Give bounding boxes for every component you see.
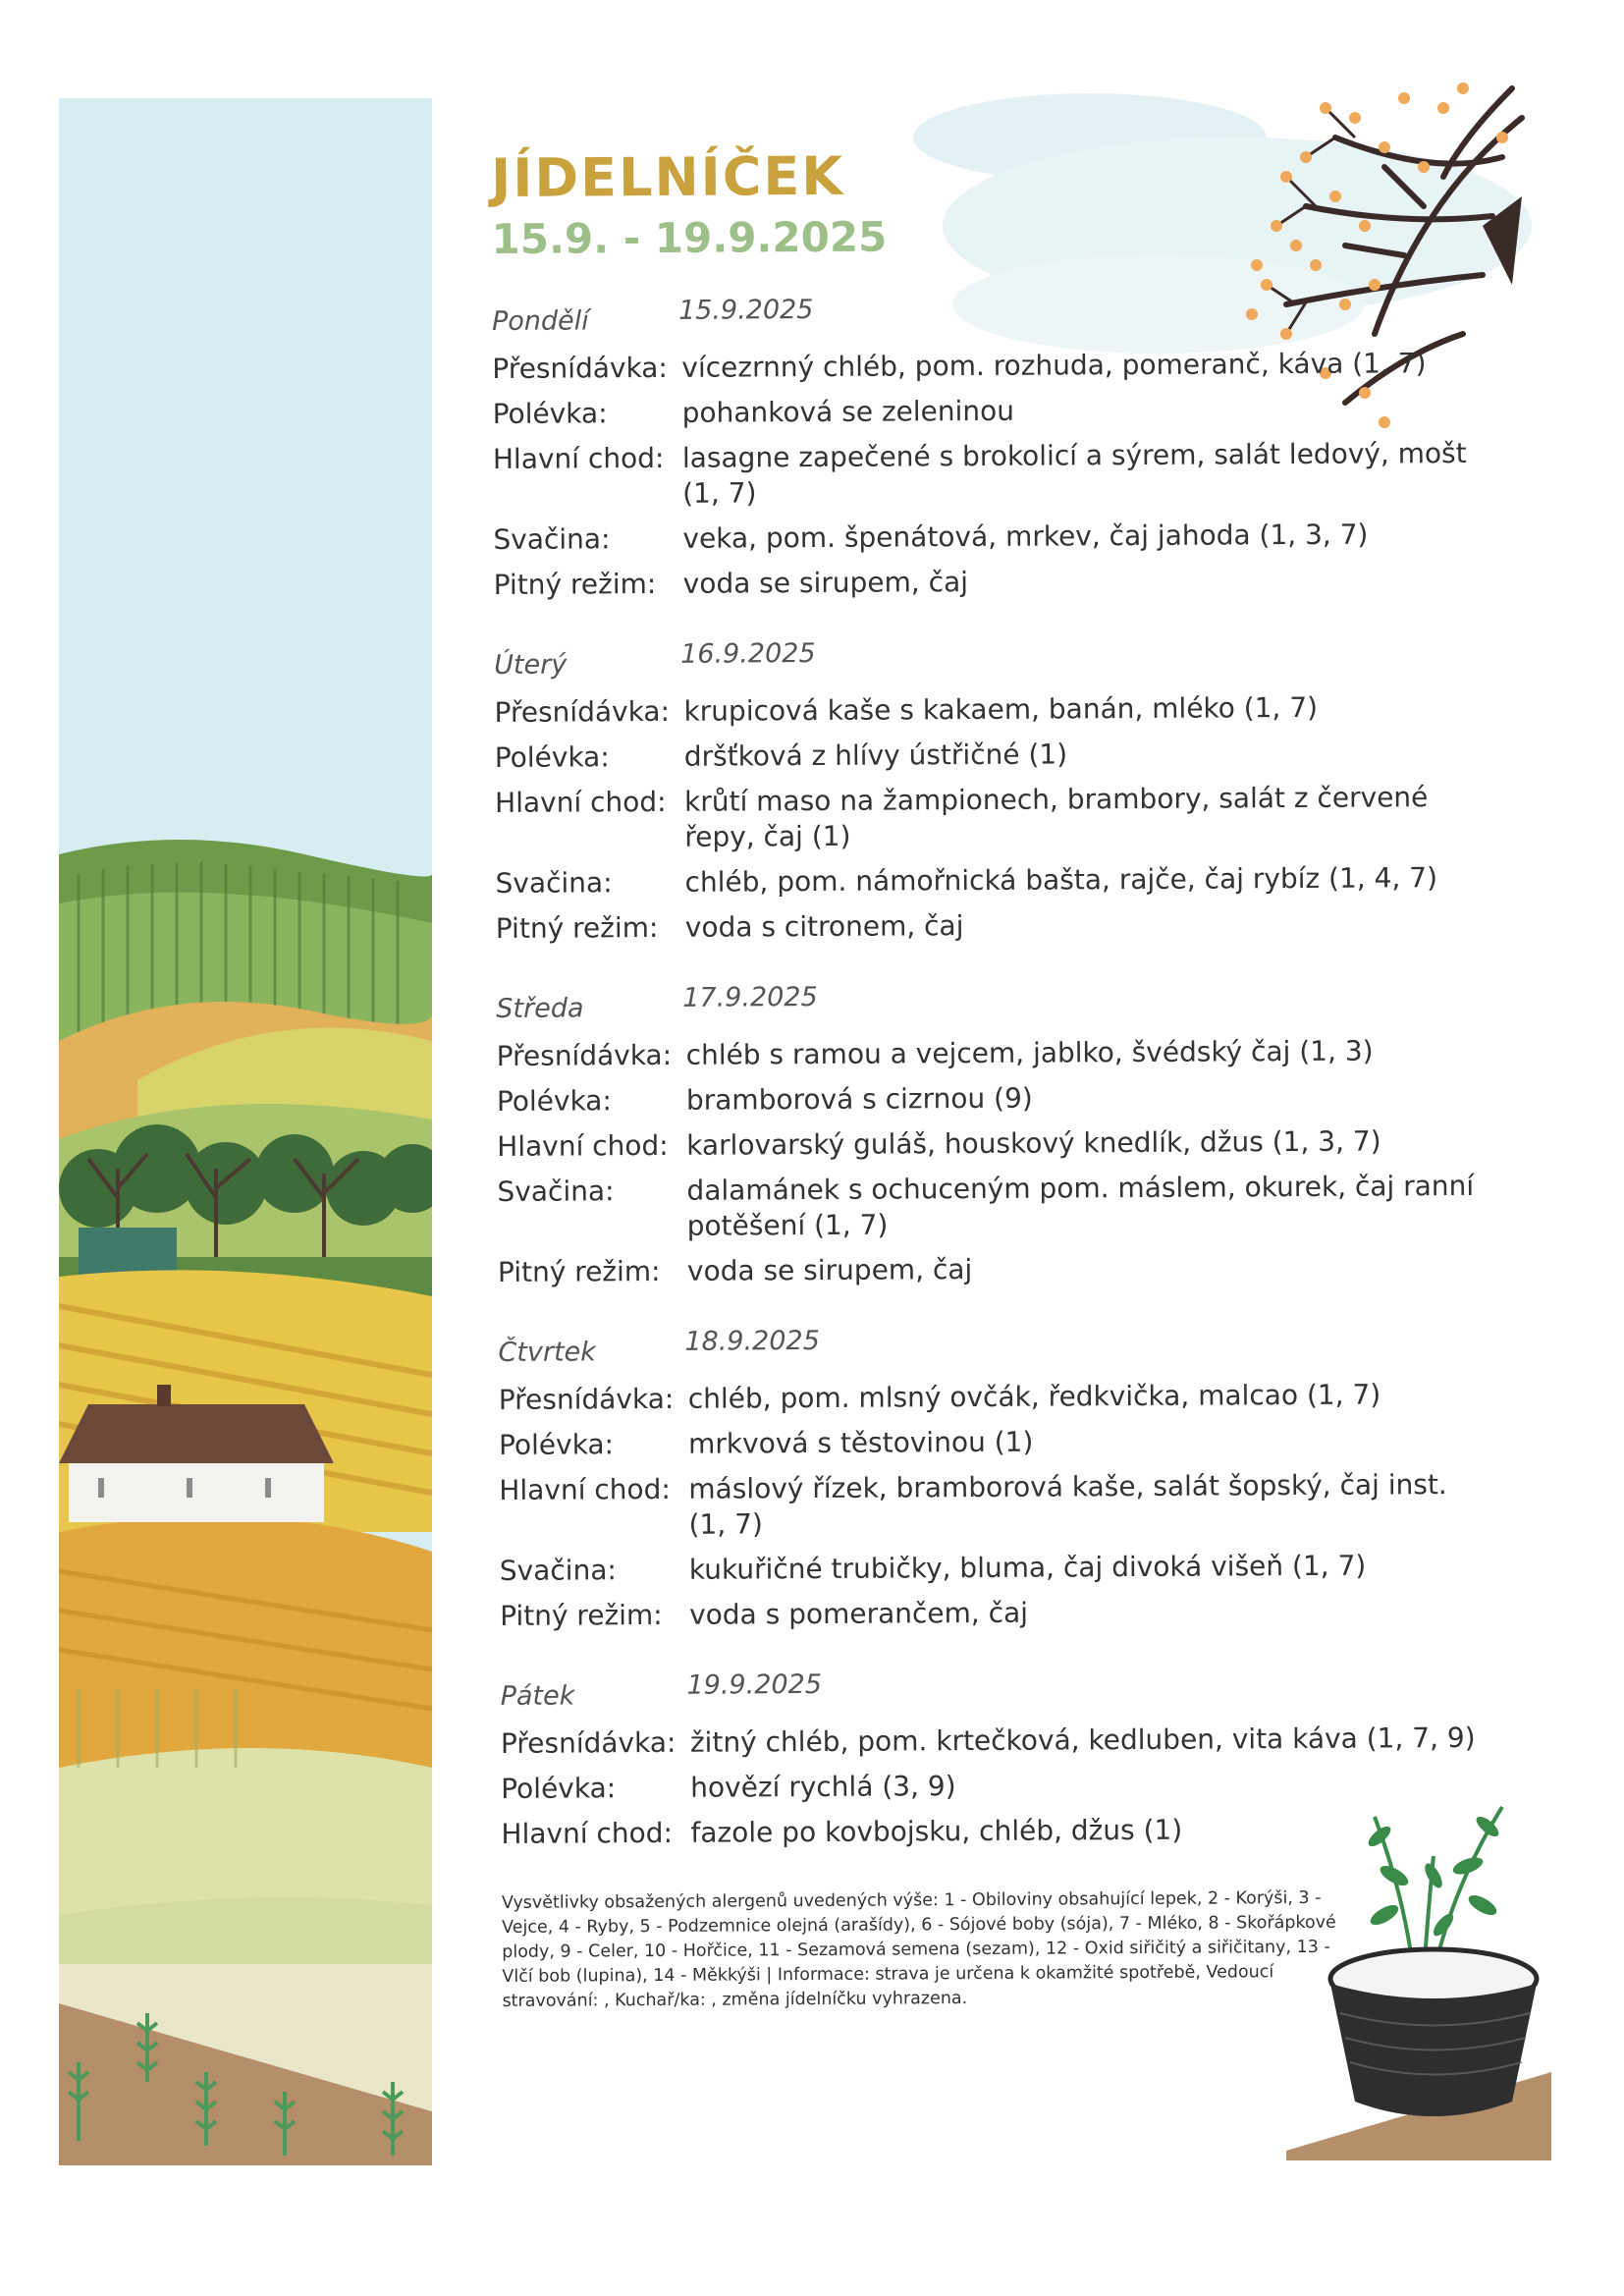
- meal-value: voda se sirupem, čaj: [682, 566, 969, 600]
- meal-value: veka, pom. špenátová, mrkev, čaj jahoda (1, 3, 7): [682, 518, 1369, 555]
- meal-value: vícezrnný chléb, pom. rozhuda, pomeranč, káva (1, 7): [681, 347, 1427, 384]
- day-header: [500, 1662, 1491, 1717]
- meal-value: máslový řízek, bramborová kaše, salát šopský, čaj inst. (1, 7): [688, 1468, 1447, 1541]
- day-monday: [492, 287, 1486, 603]
- meal-label: Hlavní chod:: [501, 1816, 674, 1850]
- day-friday: [500, 1662, 1492, 1852]
- day-thursday: [498, 1318, 1491, 1634]
- meal-label: Svačina:: [493, 522, 611, 556]
- meal-value: pohanková se zeleninou: [681, 394, 1015, 429]
- meal-label: Svačina:: [495, 866, 613, 900]
- meal-label: Polévka:: [494, 740, 610, 774]
- menu-content: [491, 141, 1494, 2014]
- meal-value: voda s pomerančem, čaj: [689, 1596, 1029, 1631]
- day-date: 16.9.2025: [680, 637, 816, 670]
- meal-row-breakfast: [497, 1033, 1489, 1074]
- day-name: Pondělí: [491, 305, 589, 337]
- day-name: Pátek: [500, 1680, 575, 1712]
- meal-label: Svačina:: [499, 1554, 617, 1587]
- day-date: 17.9.2025: [682, 981, 818, 1013]
- meal-label: Přesnídávka:: [494, 694, 671, 729]
- meal-row-soup: [497, 1078, 1489, 1120]
- meal-row-drinks: [496, 905, 1488, 947]
- meal-value: chléb, pom. námořnická bašta, rajče, čaj rybíz (1, 4, 7): [684, 861, 1438, 899]
- meal-value: žitný chléb, pom. krtečková, kedluben, vita káva (1, 7, 9): [689, 1721, 1476, 1759]
- meal-value: mrkvová s těstovinou (1): [687, 1425, 1034, 1460]
- meal-row-breakfast: [494, 689, 1486, 731]
- meal-value: voda se sirupem, čaj: [686, 1253, 973, 1287]
- meal-value: fazole po kovbojsku, chléb, džus (1): [690, 1813, 1183, 1849]
- meal-label: Pitný režim:: [495, 910, 659, 945]
- meal-label: Hlavní chod:: [494, 785, 667, 819]
- day-date: 15.9.2025: [677, 294, 814, 326]
- meal-value: krupicová kaše s kakaem, banán, mléko (1, 7): [683, 690, 1319, 728]
- meal-row-drinks: [494, 562, 1486, 603]
- meal-label: Hlavní chod:: [492, 441, 665, 475]
- day-header: [494, 630, 1486, 685]
- meal-row-drinks: [498, 1249, 1489, 1290]
- meal-row-soup: [501, 1766, 1492, 1807]
- meal-label: Pitný režim:: [500, 1598, 663, 1632]
- day-name: Čtvrtek: [498, 1337, 596, 1368]
- meal-value: bramborová s cizrnou (9): [685, 1081, 1033, 1117]
- meal-label: Hlavní chod:: [497, 1128, 669, 1163]
- meal-row-main: [497, 1123, 1489, 1165]
- meal-label: Přesnídávka:: [496, 1038, 673, 1072]
- meal-row-main: [501, 1811, 1492, 1852]
- day-date: 19.9.2025: [686, 1668, 823, 1701]
- meal-value: dršťková z hlívy ústřičné (1): [683, 738, 1068, 773]
- day-wednesday: [496, 974, 1489, 1290]
- meal-label: Přesnídávka:: [492, 351, 668, 385]
- meal-value: kukuřičné trubičky, bluma, čaj divoká višeň (1, 7): [688, 1549, 1367, 1586]
- day-date: 18.9.2025: [684, 1325, 820, 1357]
- meal-row-soup: [499, 1422, 1490, 1463]
- meal-row-soup: [495, 735, 1487, 776]
- meal-row-soup: [493, 391, 1485, 432]
- meal-row-snack: [497, 1169, 1489, 1245]
- meal-label: Přesnídávka:: [498, 1382, 675, 1416]
- meal-label: Polévka:: [496, 1084, 612, 1118]
- days-list: [492, 287, 1493, 1852]
- meal-label: Hlavní chod:: [499, 1472, 671, 1506]
- meal-label: Polévka:: [492, 397, 608, 430]
- day-header: [492, 287, 1484, 342]
- meal-row-snack: [495, 860, 1487, 902]
- meal-row-breakfast: [499, 1377, 1490, 1418]
- meal-label: Polévka:: [498, 1428, 615, 1461]
- meal-value: chléb, pom. mlsný ovčák, ředkvička, malcao (1, 7): [687, 1378, 1381, 1415]
- meal-value: voda s citronem, čaj: [684, 909, 964, 944]
- meal-label: Svačina:: [497, 1175, 615, 1208]
- meal-row-main: [495, 780, 1487, 856]
- meal-row-breakfast: [501, 1721, 1492, 1762]
- day-header: [496, 974, 1488, 1029]
- meal-value: krůtí maso na žampionech, brambory, salát z červené řepy, čaj (1): [683, 781, 1429, 853]
- meal-value: lasagne zapečené s brokolicí a sýrem, salát ledový, mošt (1, 7): [681, 436, 1467, 510]
- meal-row-snack: [500, 1548, 1491, 1589]
- meal-value: chléb s ramou a vejcem, jablko, švédský čaj (1, 3): [685, 1034, 1374, 1071]
- meal-row-breakfast: [492, 346, 1484, 387]
- day-name: Úterý: [494, 649, 568, 681]
- meal-label: Pitný režim:: [497, 1254, 661, 1288]
- menu-period: 15.9. - 19.9.2025: [491, 212, 888, 263]
- meal-label: Přesnídávka:: [500, 1725, 677, 1760]
- meal-value: hovězí rychlá (3, 9): [690, 1770, 956, 1804]
- day-tuesday: [494, 630, 1488, 947]
- day-name: Středa: [496, 993, 584, 1024]
- meal-row-main: [493, 436, 1485, 513]
- meal-value: karlovarský guláš, houskový knedlík, džus (1, 3, 7): [686, 1124, 1381, 1162]
- allergen-legend: Vysvětlivky obsažených alergenů uvedených výše: 1 - Obiloviny obsahující lepek, 2 - Korýši, 3 - Vejce, 4 - Ryby, 5 - Podzemnice olejná (arašídy), 6 - Sójové boby (sója), 7 - Mléko, 8 - Skořápkové plody, 9 - Celer, 10 - Hořčice, 11 - Sezamová semena (sezam), 12 - Oxid siřičitý a siřičitany, 13 - Vlčí bob (lupina), 14 - Měkkýši | Informace: strava je určena k okamžité spotřebě, Vedoucí stravování: , Kuchař/ka: , změna jídelníčku vyhrazena.: [501, 1887, 1336, 2011]
- meal-row-drinks: [500, 1593, 1491, 1634]
- meal-row-snack: [493, 517, 1485, 558]
- page-title: JÍDELNÍČEK: [491, 144, 845, 209]
- landscape-illustration: [59, 98, 432, 2165]
- meal-value: dalamánek s ochuceným pom. máslem, okurek, čaj ranní potěšení (1, 7): [686, 1169, 1475, 1242]
- meal-label: Polévka:: [501, 1772, 617, 1805]
- day-header: [498, 1318, 1489, 1373]
- meal-row-main: [499, 1467, 1490, 1544]
- meal-label: Pitný režim:: [493, 567, 657, 601]
